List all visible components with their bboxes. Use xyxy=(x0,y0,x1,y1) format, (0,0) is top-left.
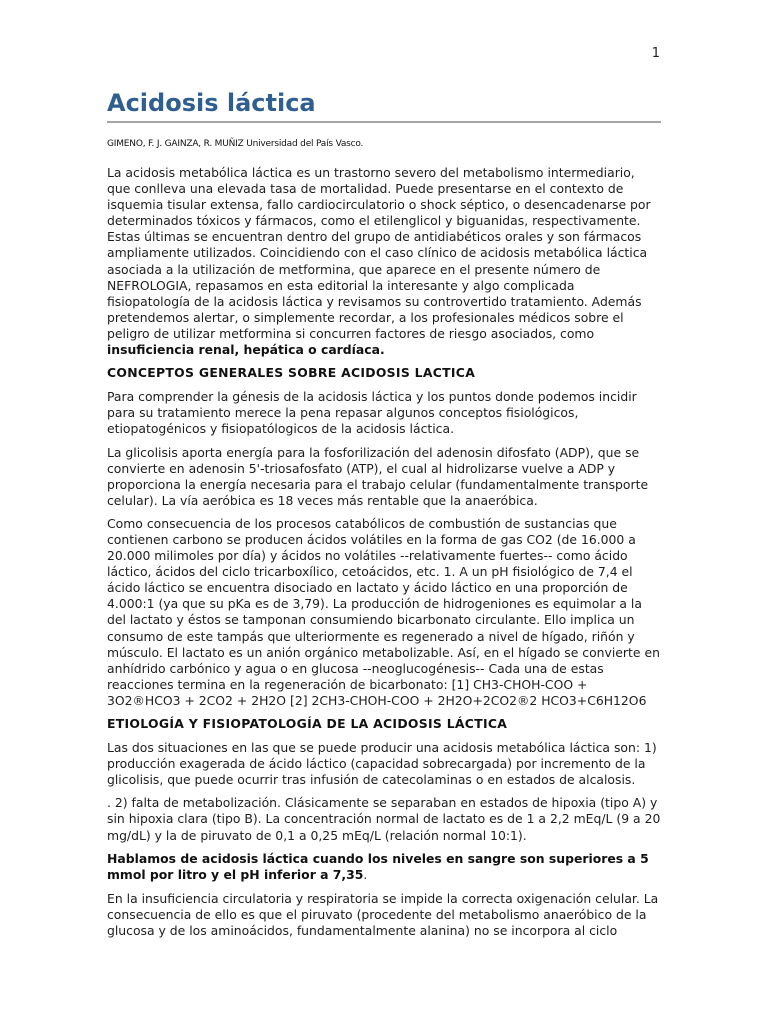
section1-paragraph-1: Para comprender la génesis de la acidosis láctica y los puntos donde podemos incidir para su tratamiento merece la pena repasar algunos conceptos fisiológicos, etiopatogénicos y fisiopatólogicos de la acidosis láctica. xyxy=(107,389,637,437)
article-body xyxy=(107,165,661,946)
intro-text: La acidosis metabólica láctica es un trastorno severo del metabolismo intermediario, que conlleva una elevada tasa de mortalidad. Puede presentarse en el contexto de isquemia tisular extensa, fallo cardiocirculatorio o shock séptico, o desencadenarse por determinados tóxicos y fármacos, como el etilenglicol y biguanidas, respectivamente. Estas últimas se encuentran dentro del grupo de antidiabéticos orales y son fármacos ampliamente utilizados. Coincidiendo con el caso clínico de acidosis metabólica láctica asociada a la utilización de metformina, que aparece en el presente número de NEFROLOGIA, repasamos en esta editorial la interesante y algo complicada fisiopatología de la acidosis láctica y revisamos su controvertido tratamiento. Además pretendemos alertar, o simplemente recordar, a los profesionales médicos sobre el peligro de utilizar metformina si concurren factores de riesgo asociados, como xyxy=(107,165,651,341)
intro-paragraph xyxy=(107,165,661,358)
section2-paragraph-1: Las dos situaciones en las que se puede producir una acidosis metabólica láctica son: 1) producción exagerada de ácido láctico (capacidad sobrecargada) por incremento de la glicolisis, que puede ocurrir tras infusión de catecolaminas o en estados de alcalosis. xyxy=(107,740,657,788)
authors-line: GIMENO, F. J. GAINZA, R. MUÑIZ Universidad del País Vasco. xyxy=(107,139,364,149)
section2-bold-statement: Hablamos de acidosis láctica cuando los niveles en sangre son superiores a 5 mmol por litro y el pH inferior a 7,35 xyxy=(107,850,649,882)
section-heading-etiologia: ETIOLOGÍA Y FISIOPATOLOGÍA DE LA ACIDOSIS LÁCTICA xyxy=(107,716,508,731)
section2-paragraph-4: En la insuficiencia circulatoria y respiratoria se impide la correcta oxigenación celular. La consecuencia de ello es que el piruvato (procedente del metabolismo anaeróbico de la glucosa y de los aminoácidos, fundamentalmente alanina) no se incorpora al ciclo xyxy=(107,890,659,939)
section-heading-conceptos: CONCEPTOS GENERALES SOBRE ACIDOSIS LACTICA xyxy=(107,365,476,381)
section1-paragraph-3: Como consecuencia de los procesos catabólicos de combustión de sustancias que contienen carbono se producen ácidos volátiles en la forma de gas CO2 (de 16.000 a 20.000 milimoles por día) y ácidos no volátiles --relativamente fuertes-- como ácido láctico, ácidos del ciclo tricarboxílico, cetoácidos, etc. 1. A un pH fisiológico de 7,4 el ácido láctico se encuentra disociado en lactato y ácido láctico en una proporción de 4.000:1 (ya que su pKa es de 3,79). La producción de hidrogeniones es equimolar a la del lactato y éstos se tamponan consumiendo bicarbonato circulante. Ello implica un consumo de este tampás que ulteriormente es regenerado a nivel de hígado, riñón y músculo. El lactato es un anión orgánico metabolizable. Así, en el hígado se convierte en anhídrido carbónico y agua o en glucosa --neoglucogénesis-- Cada una de estas reacciones termina en la regeneración de bicarbonato: [1] CH3-CHOH-COO + 3O2®HCO3 + 2CO2 + 2H2O [2] 2CH3-CHOH-COO + 2H2O+2CO2®2 HCO3+C6H12O6 xyxy=(107,515,660,708)
section2-paragraph-3 xyxy=(107,851,661,883)
section2-bold-tail: . xyxy=(363,866,368,882)
page-number: 1 xyxy=(651,46,660,61)
section1-paragraph-2: La glicolisis aporta energía para la fosforilización del adenosin difosfato (ADP), que se convierte en adenosin 5'-triosafosfato (ATP), el cual al hidrolizarse vuelve a ADP y proporciona la energía necesaria para el trabajo celular (fundamentalmente transporte celular). La vía aeróbica es 18 veces más rentable que la anaeróbica. xyxy=(107,444,649,508)
document-title: Acidosis láctica xyxy=(107,88,661,123)
section2-paragraph-2: . 2) falta de metabolización. Clásicamente se separaban en estados de hipoxia (tipo A) y sin hipoxia clara (tipo B). La concentración normal de lactato es de 1 a 2,2 mEq/L (9 a 20 mg/dL) y la de piruvato de 0,1 a 0,25 mEq/L (relación normal 10:1). xyxy=(107,795,661,843)
intro-bold-tail: insuficiencia renal, hepática o cardíaca. xyxy=(107,342,385,358)
